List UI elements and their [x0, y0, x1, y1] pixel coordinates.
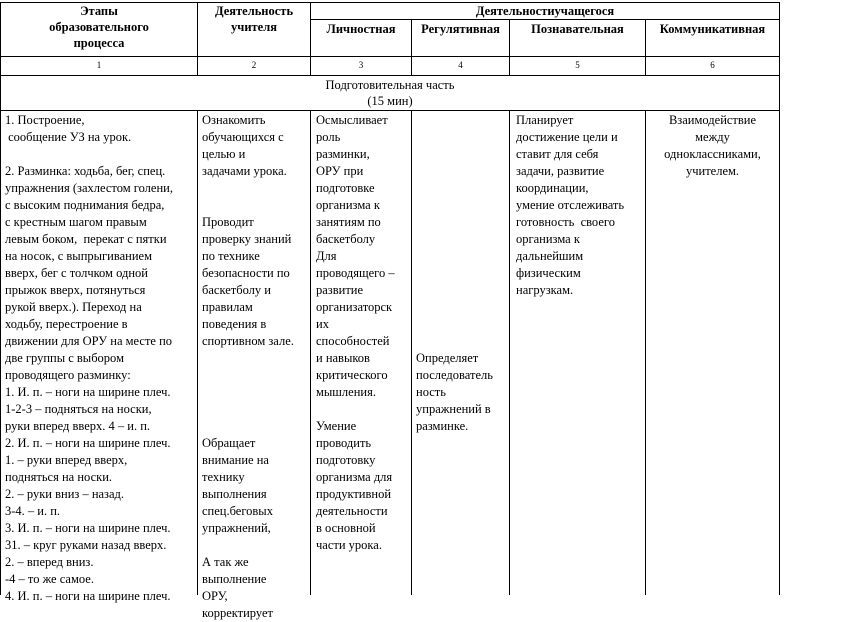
- student-group-divider: [310, 19, 780, 20]
- section-duration: (15 мин): [367, 94, 413, 108]
- header-cognitive: Познавательная: [531, 22, 624, 36]
- numbers-row-bottom-border: [0, 75, 780, 76]
- header-communicative: Коммуникативная: [659, 22, 766, 36]
- personal-content: Осмысливает роль разминки, ОРУ при подготовке организма к занятиям по баскетболу Для проводящего – развитие организаторск их способностей и навыков критического мышления. Умение проводить подготовку организма для продуктивной деятельности в основной части урока.: [316, 113, 395, 552]
- communicative-content: Взаимодействие между одноклассниками, учителем.: [664, 113, 761, 178]
- header-teacher-activity: Деятельность учителя: [214, 4, 294, 34]
- table-right-border: [779, 2, 780, 595]
- header-student-activity: Деятельностиучащегося: [475, 4, 615, 18]
- col-divider-1-body: [197, 110, 198, 595]
- column-number-3: 3: [358, 60, 364, 70]
- section-row-bottom-border: [0, 110, 780, 111]
- section-title: Подготовительная часть: [325, 78, 455, 92]
- column-number-6: 6: [710, 60, 715, 70]
- column-number-4: 4: [458, 60, 463, 70]
- header-bottom-border: [0, 56, 780, 57]
- col-divider-4-body: [509, 110, 510, 595]
- col-divider-5-body: [645, 110, 646, 595]
- teacher-activity-content: Ознакомить обучающихся с целью и задачами урока. Проводит проверку знаний по технике безопасности по баскетболу и правилам поведения в спортивном зале. Обращает внимание на технику выполнения спец.беговых упражнений, А так же выполнение ОРУ, корректирует: [202, 113, 294, 620]
- col-divider-2-body: [310, 110, 311, 595]
- col-divider-3-body: [411, 110, 412, 595]
- header-personal: Личностная: [326, 22, 396, 36]
- column-number-5: 5: [575, 60, 580, 70]
- column-number-1: 1: [96, 60, 102, 70]
- column-number-2: 2: [251, 60, 257, 70]
- header-regulatory: Регулятивная: [421, 22, 500, 36]
- regulatory-content: Определяет последователь ность упражнений в разминке.: [416, 351, 493, 433]
- cognitive-content: Планирует достижение цели и ставит для себя задачи, развитие координации, умение отслеживать готовность своего организма к дальнейшим физическим нагрузкам.: [516, 113, 625, 297]
- stages-content: 1. Построение, сообщение УЗ на урок. 2. Разминка: ходьба, бег, спец. упражнения (захлестом голени, с высоким поднимания бедра, с крестным шагом правым левым боком, перекат с пятки на носок, с выпрыгиванием вверх, бег с толчком одной прыжок вверх, потянуться рукой вверх.). Переход на ходьбу, перестроение в движении для ОРУ на месте по две группы с выбором проводящего разминку: 1. И. п. – ноги на ширине плеч. 1-2-3 – подняться на носки, руки вперед вверх. 4 – и. п. 2. И. п. – ноги на ширине плеч. 1. – руки вперед вверх, подняться на носки. 2. – руки вниз – назад. 3-4. – и. п. 3. И. п. – ноги на ширине плеч. 31. – круг руками назад вверх. 2. – вперед вниз. -4 – то же самое. 4. И. п. – ноги на ширине плеч.: [5, 113, 173, 603]
- header-stages: Этапы образовательного процесса: [49, 4, 149, 50]
